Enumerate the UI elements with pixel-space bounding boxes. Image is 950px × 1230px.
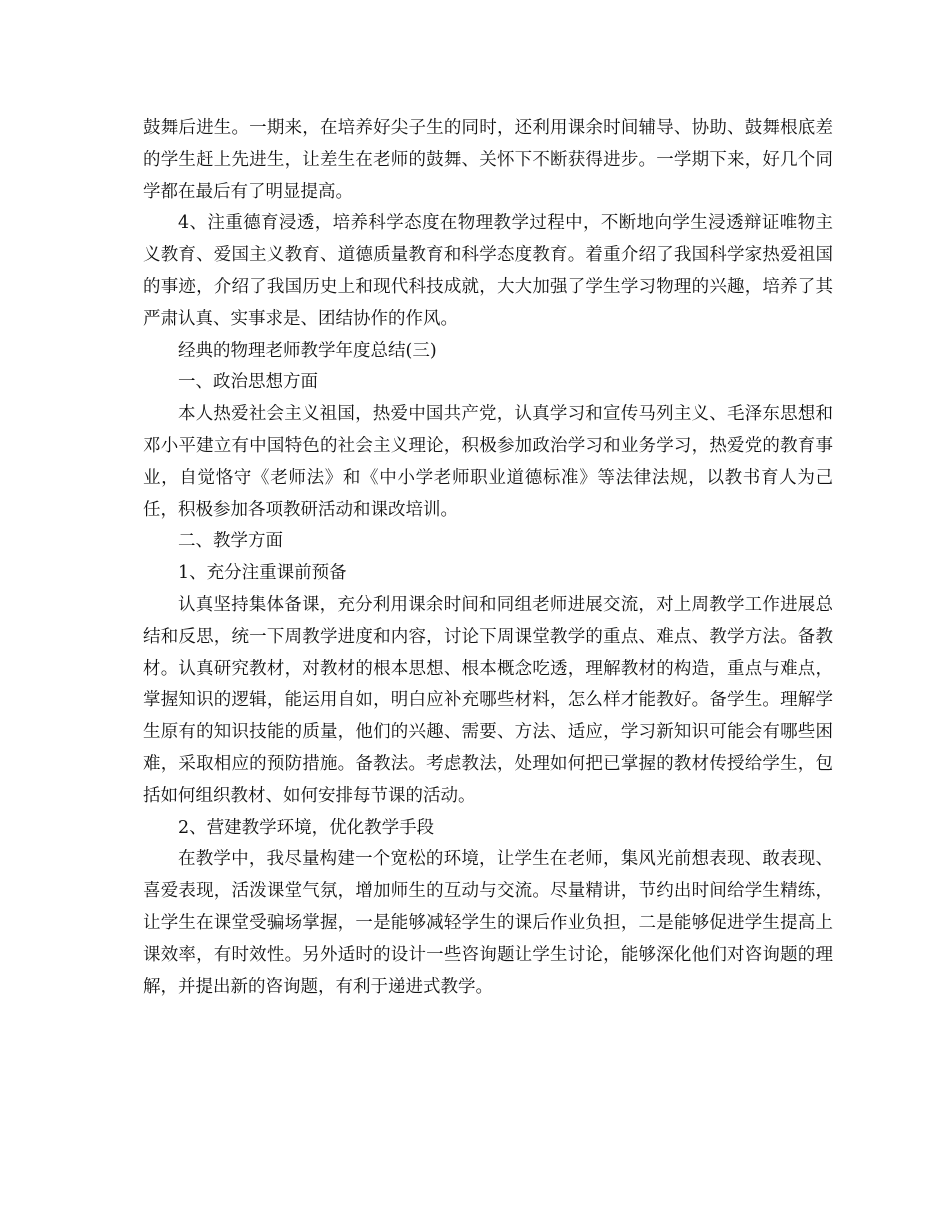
subheading-preparation: 1、充分注重课前预备 [178, 563, 347, 584]
paragraph-environment: 在教学中，我尽量构建一个宽松的环境，让学生在老师，集风光前想表现、敢表现、喜爱表现，活泼课堂气氛，增加师生的互动与交流。尽量精讲，节约出时间给学生精练，让学生在课堂受骗场掌握，一是能够减轻学生的课后作业负担，二是能够促进学生提高上课效率，有时效性。另外适时的设计一些咨询题让学生讨论，能够深化他们对咨询题的理解，并提出新的咨询题，有利于递进式教学。 [143, 849, 833, 997]
subheading-political: 一、政治思想方面 [178, 372, 318, 393]
section-heading-3: 经典的物理老师教学年度总结(三) [178, 340, 437, 361]
paragraph-preparation: 认真坚持集体备课，充分利用课余时间和同组老师进展交流，对上周教学工作进展总结和反思，统一下周教学进度和内容，讨论下周课堂教学的重点、难点、教学方法。备教材。认真研究教材，对教材的根本思想、根本概念吃透，理解教材的构造，重点与难点，掌握知识的逻辑，能运用自如，明白应补充哪些材料，怎么样才能教好。备学生。理解学生原有的知识技能的质量，他们的兴趣、需要、方法、适应，学习新知识可能会有哪些困难，采取相应的预防措施。备教法。考虑教法，处理如何把已掌握的教材传授给学生，包括如何组织教材、如何安排每节课的活动。 [143, 594, 833, 806]
subheading-environment: 2、营建教学环境，优化教学手段 [178, 817, 435, 838]
paragraph-2: 4、注重德育浸透，培养科学态度在物理教学过程中，不断地向学生浸透辩证唯物主义教育、爱国主义教育、道德质量教育和科学态度教育。着重介绍了我国科学家热爱祖国的事迹，介绍了我国历史上和现代科技成就，大大加强了学生学习物理的兴趣，培养了其严肃认真、实事求是、团结协作的作风。 [143, 213, 833, 329]
document-body [143, 113, 833, 1003]
paragraph-political: 本人热爱社会主义祖国，热爱中国共产党，认真学习和宣传马列主义、毛泽东思想和邓小平建立有中国特色的社会主义理论，积极参加政治学习和业务学习，热爱党的教育事业，自觉恪守《老师法》和《中小学老师职业道德标准》等法律法规，以教书育人为己任，积极参加各项教研活动和课改培训。 [143, 404, 833, 520]
paragraph-1: 鼓舞后进生。一期来，在培养好尖子生的同时，还利用课余时间辅导、协助、鼓舞根底差的学生赶上先进生，让差生在老师的鼓舞、关怀下不断获得进步。一学期下来，好几个同学都在最后有了明显提高。 [143, 118, 833, 202]
subheading-teaching: 二、教学方面 [178, 531, 283, 552]
